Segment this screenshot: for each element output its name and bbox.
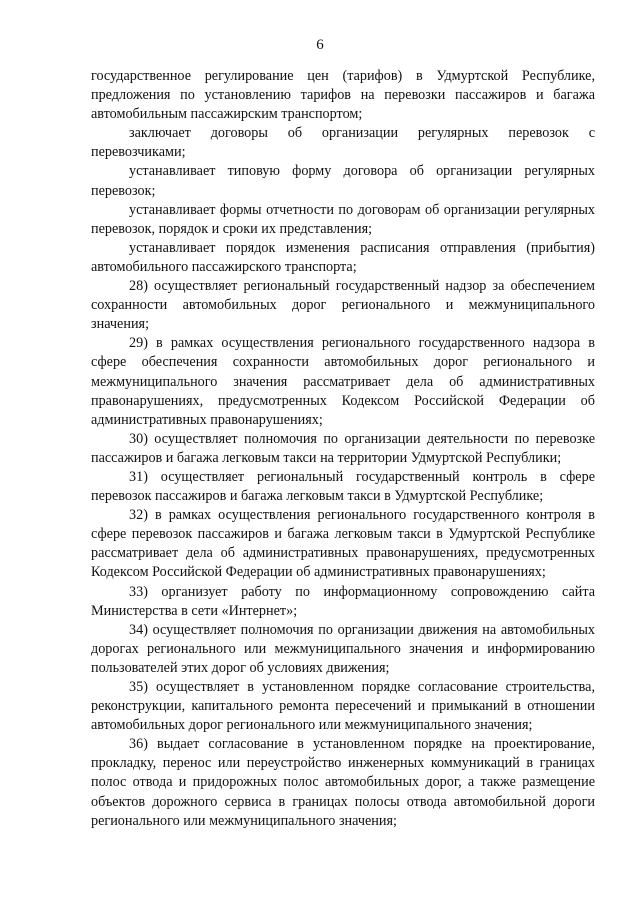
paragraph: устанавливает формы отчетности по договорам об организации регулярных перевозок, порядок и сроки их представления; xyxy=(91,201,595,237)
paragraph: государственное регулирование цен (тарифов) в Удмуртской Республике, предложения по установлению тарифов на перевозки пассажиров и багажа автомобильным пассажирским транспортом; xyxy=(91,68,595,123)
paragraph: 36) выдает согласование в установленном порядке на проектирование, прокладку, перенос или переустройство инженерных коммуникаций в границах полос отвода и придорожных полос автомобильных дорог, а также размещение объектов дорожного сервиса в границах полосы отвода автомобильной дороги регионального или межмуниципального значения; xyxy=(91,736,595,829)
paragraph: заключает договоры об организации регулярных перевозок с перевозчиками; xyxy=(91,125,595,161)
paragraph: устанавливает порядок изменения расписания отправления (прибытия) автомобильного пассажирского транспорта; xyxy=(91,239,595,275)
page-number: 6 xyxy=(316,37,324,53)
paragraph: 34) осуществляет полномочия по организации движения на автомобильных дорогах регионального или межмуниципального значения и информированию пользователей этих дорог об условиях движения; xyxy=(91,621,595,676)
document-body xyxy=(91,67,595,831)
paragraph: 35) осуществляет в установленном порядке согласование строительства, реконструкции, капитального ремонта пересечений и примыканий в отношении автомобильных дорог регионального или межмуниципального значения; xyxy=(91,679,595,734)
paragraph: устанавливает типовую форму договора об организации регулярных перевозок; xyxy=(91,163,595,199)
paragraph: 30) осуществляет полномочия по организации деятельности по перевозке пассажиров и багажа легковым такси на территории Удмуртской Республики; xyxy=(91,430,595,466)
paragraph: 29) в рамках осуществления регионального государственного надзора в сфере обеспечения сохранности автомобильных дорог регионального и межмуниципального значения рассматривает дела об административных правонарушениях, предусмотренных Кодексом Российской Федерации об административных правонарушениях; xyxy=(91,335,595,428)
paragraph: 28) осуществляет региональный государственный надзор за обеспечением сохранности автомобильных дорог регионального и межмуниципального значения; xyxy=(91,278,595,333)
paragraph: 32) в рамках осуществления регионального государственного контроля в сфере перевозок пассажиров и багажа легковым такси в Удмуртской Республике рассматривает дела об административных правонарушениях, предусмотренных Кодексом Российской Федерации об административных правонарушениях; xyxy=(91,507,595,581)
paragraph: 31) осуществляет региональный государственный контроль в сфере перевозок пассажиров и багажа легковым такси в Удмуртской Республике; xyxy=(91,468,595,505)
paragraph: 33) организует работу по информационному сопровождению сайта Министерства в сети «Интернет»; xyxy=(91,583,595,619)
